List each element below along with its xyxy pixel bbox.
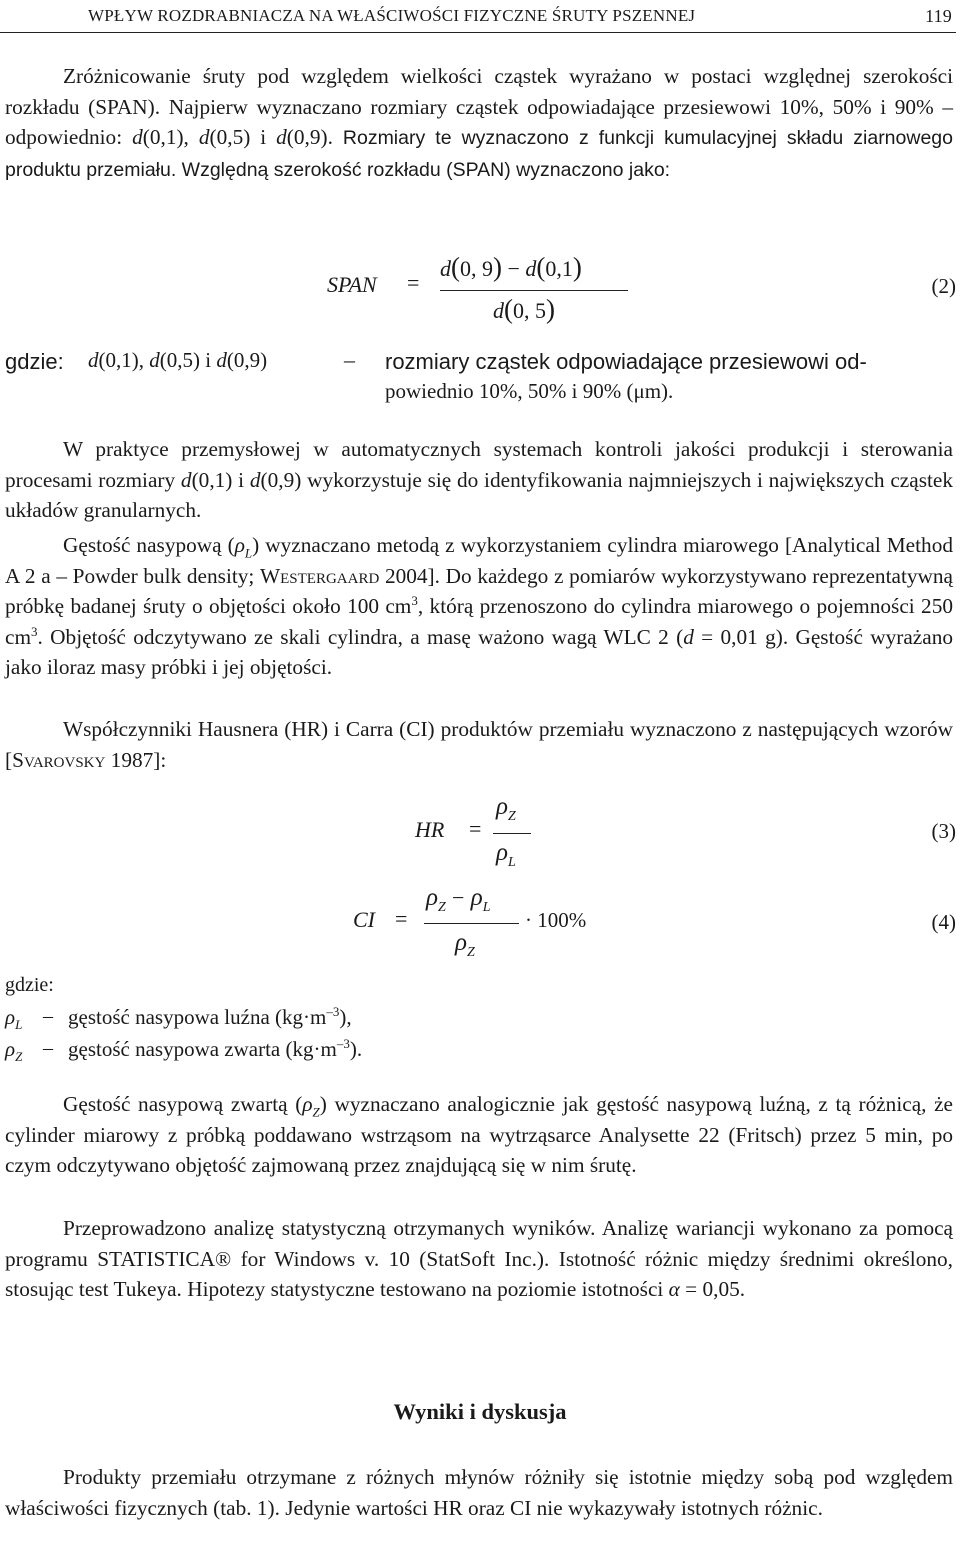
- var-alpha: α: [668, 1277, 680, 1302]
- eq2-lhs-text: SPAN: [327, 272, 377, 297]
- paragraph-hausner-carr: [5, 714, 953, 775]
- where-text-line2: powiednio 10%, 50% i 90% (μm).: [385, 379, 674, 403]
- var-rho: ρ: [470, 884, 483, 911]
- var-d: d: [88, 348, 99, 372]
- text-run: = 0,01 g). Gęstość wyrażano jako iloraz masy próbki i jej objętości.: [5, 624, 953, 680]
- text-run: (0,9).: [286, 125, 343, 150]
- paragraph-results: Produkty przemiału otrzymane z różnych młynów różniły się istotnie między sobą pod względem właściwości fizycznych (tab. 1). Jedynie wartości HR oraz CI nie wykazywały istotnych różnic.: [5, 1465, 953, 1520]
- where-text-line1: rozmiary cząstek odpowiadające przesiewowi od-: [385, 349, 867, 374]
- text-run: (0,9): [226, 348, 268, 372]
- var-rho: ρ: [426, 884, 438, 911]
- eq2-minus: −: [507, 256, 520, 281]
- text-run: (0,5) i: [209, 125, 277, 150]
- text-run: gęstość nasypowa luźna (kg·m: [68, 1005, 327, 1029]
- eq4-multiplier: · 100%: [525, 908, 587, 932]
- text-run: (0,9) wykorzystuje się do identyfikowania najmniejszych i największych cząstek układów granularnych.: [5, 467, 953, 523]
- subscript-z: Z: [15, 1049, 23, 1065]
- eq4-minus: −: [452, 885, 465, 910]
- var-rho: ρ: [302, 1092, 313, 1116]
- var-d: d: [249, 467, 261, 492]
- text-run: Zróżnicowanie śruty pod względem wielkości cząstek wyrażano w postaci względnej szerokości rozkładu (SPAN). Najpierw wyznaczano rozmiary cząstek odpowiadające przesiewowi 10%, 50% i 90% – odpowiednio:: [5, 64, 953, 150]
- where-label: gdzie:: [5, 974, 54, 996]
- paragraph-span-intro: [5, 61, 953, 185]
- equation-number: (4): [931, 910, 956, 934]
- text-run: . Objętość odczytywano ze skali cylindra, a masę ważono wagą WLC 2 (: [37, 624, 684, 649]
- symbol-rho-l: [5, 1002, 22, 1032]
- var-d: d: [683, 624, 694, 649]
- subscript-l: L: [15, 1017, 23, 1033]
- eq2-lhs: [327, 272, 377, 298]
- where-dash: –: [344, 347, 355, 372]
- text-run: (0,1),: [142, 125, 199, 150]
- eq3-numerator: [496, 793, 516, 824]
- eq3-lhs-text: HR: [415, 817, 445, 842]
- var-rho: ρ: [455, 929, 467, 956]
- superscript: 3: [31, 623, 38, 639]
- eq4-numerator: [426, 884, 491, 915]
- fraction-bar: [493, 833, 531, 834]
- def-dash: –: [43, 1005, 53, 1027]
- page-number: 119: [925, 6, 952, 26]
- running-header: [0, 6, 956, 33]
- citation-author: Westergaard: [260, 563, 380, 588]
- superscript: –3: [336, 1036, 350, 1051]
- text-run: gęstość nasypowa zwarta (kg·m: [68, 1037, 337, 1061]
- symbol-rho-z: [5, 1034, 22, 1064]
- superscript: 3: [411, 593, 418, 609]
- citation-author: Svarovsky: [12, 747, 106, 772]
- header-title: WPŁYW ROZDRABNIACZA NA WŁAŚCIWOŚCI FIZYCZNE ŚRUTY PSZENNEJ: [88, 6, 696, 25]
- def-rho-l: [68, 1002, 352, 1032]
- where-label: gdzie:: [5, 349, 64, 374]
- var-rho: ρ: [496, 793, 508, 820]
- eq3-denominator: [496, 839, 516, 870]
- var-rho: ρ: [234, 533, 245, 557]
- var-d: d: [149, 348, 160, 372]
- text-run-sans: Rozmiary te wyznaczono z funkcji kumulacyjnej składu ziarnowego produktu przemiału. Względną szerokość rozkładu (SPAN) wyznaczono jako:: [5, 127, 953, 181]
- subscript-l: L: [508, 855, 516, 870]
- eq4-denominator: [455, 929, 475, 960]
- eq2-numerator: d(0, 9) − d(0,1): [440, 252, 582, 282]
- text-run: , którą przenoszono do cylindra miarowego o pojemności 250 cm: [5, 594, 953, 649]
- text-run: ),: [339, 1005, 352, 1029]
- subscript-z: Z: [312, 1104, 320, 1120]
- var-d: d: [525, 256, 537, 281]
- var-rho: ρ: [5, 1005, 16, 1029]
- eq2-equals: =: [407, 270, 420, 295]
- var-d: d: [132, 125, 143, 150]
- eq4-lhs-text: CI: [353, 907, 375, 932]
- paragraph-industrial: [5, 434, 953, 526]
- section-heading: Wyniki i dyskusja: [393, 1399, 567, 1424]
- eq2-denominator: d(0, 5): [493, 294, 555, 324]
- eq4-lhs: [353, 907, 375, 933]
- subscript-l: L: [244, 545, 253, 561]
- var-d: d: [180, 467, 192, 492]
- subscript-z: Z: [438, 900, 446, 915]
- var-d: d: [276, 125, 287, 150]
- paragraph-statistics: [5, 1213, 953, 1305]
- var-d: d: [440, 256, 451, 281]
- text-run: Gęstość nasypową (: [63, 533, 235, 557]
- var-d: d: [216, 348, 227, 372]
- eq2-arg3: 0, 5: [513, 298, 546, 323]
- eq2-arg2: 0,1: [545, 256, 573, 281]
- eq2-arg1: 0, 9: [460, 256, 493, 281]
- text-run: W praktyce przemysłowej w automatycznych systemach kontroli jakości produkcji i sterowania procesami rozmiary: [5, 437, 953, 492]
- equation-number: (2): [931, 274, 956, 298]
- text-run: (0,1),: [98, 348, 150, 372]
- subscript-z: Z: [508, 809, 516, 824]
- subscript-z: Z: [467, 945, 475, 960]
- eq4-equals: =: [395, 906, 408, 931]
- def-rho-z: [68, 1034, 362, 1064]
- text-run: (0,5) i: [159, 348, 217, 372]
- text-run: Przeprowadzono analizę statystyczną otrzymanych wyników. Analizę wariancji wykonano za pomocą programu STATISTICA® for Windows v. 10 (StatSoft Inc.). Istotność różnic między średnimi określono, stosując test Tukeya. Hipotezy statystyczne testowano na poziomie istotności: [5, 1216, 953, 1302]
- subscript-l: L: [482, 900, 491, 915]
- text-run: (0,1) i: [191, 467, 250, 492]
- fraction-bar: [440, 290, 628, 291]
- eq3-lhs: [415, 817, 444, 843]
- eq3-equals: =: [469, 816, 482, 841]
- var-d: d: [198, 125, 210, 150]
- var-d: d: [493, 298, 504, 323]
- text-run: Gęstość nasypową zwartą (: [63, 1092, 303, 1116]
- text-run: ) wyznaczano analogicznie jak gęstość nasypową luźną, z tą różnicą, że cylinder miarowy z próbką poddawano wstrząsom na wytrząsarce Analysette 22 (Fritsch) przez 5 min, po czym odczytywano objętość zajmowaną przez znajdującą się w nim śrutę.: [5, 1092, 954, 1178]
- text-run: 2004]. Do każdego z pomiarów wykorzystywano reprezentatywną próbkę badanej śruty o objętości około 100 cm: [5, 563, 953, 619]
- superscript: –3: [326, 1004, 340, 1019]
- text-run: ) wyznaczano metodą z wykorzystaniem cylindra miarowego [Analytical Method A 2 a – Powder bulk density;: [5, 533, 953, 588]
- fraction-bar: [424, 923, 519, 924]
- text-run: = 0,05.: [679, 1277, 746, 1302]
- paragraph-bulk-density: [5, 530, 953, 683]
- var-rho: ρ: [496, 839, 508, 866]
- text-run: Współczynniki Hausnera (HR) i Carra (CI) produktów przemiału wyznaczono z następujących wzorów [: [5, 717, 953, 772]
- paragraph-tapped-density: [5, 1089, 953, 1181]
- text-run: ).: [349, 1037, 363, 1061]
- text-run: 1987]:: [105, 747, 167, 772]
- def-dash: –: [43, 1037, 53, 1059]
- var-rho: ρ: [5, 1037, 16, 1061]
- equation-number: (3): [931, 819, 956, 843]
- where-variables: [88, 348, 267, 373]
